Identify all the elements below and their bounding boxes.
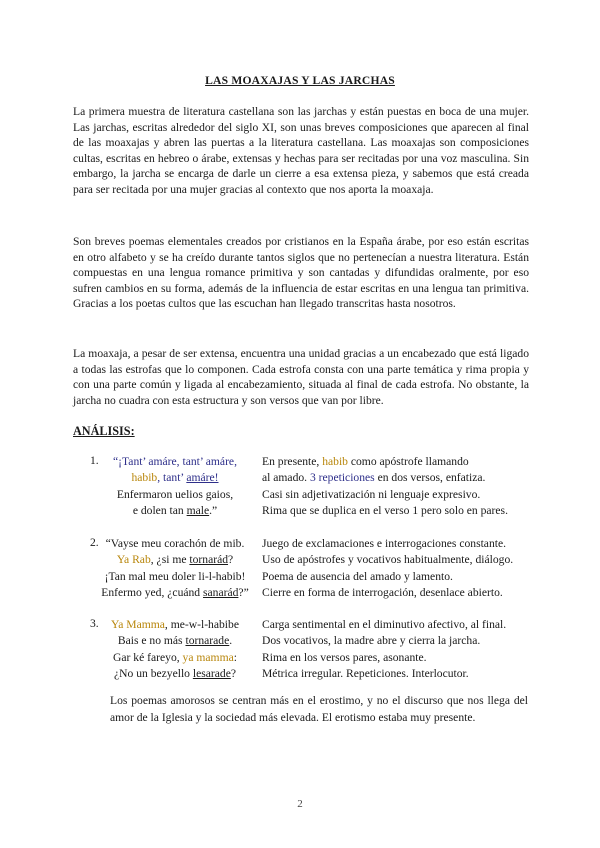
verse-segment: habib	[322, 455, 348, 468]
verse-segment: 3 repeticiones	[309, 471, 375, 485]
analysis-comment	[262, 633, 480, 649]
verse-segment: .”	[209, 504, 218, 518]
analysis-comment	[262, 617, 506, 633]
verse-segment: Cierre en forma de interrogación, desenlace abierto.	[262, 586, 503, 600]
verse-segment: Métrica irregular. Repeticiones. Interlocutor.	[262, 667, 469, 681]
analysis-comment	[262, 470, 485, 486]
jarcha-verse	[95, 633, 255, 649]
page-title: LAS MOAXAJAS Y LAS JARCHAS	[205, 74, 395, 87]
verse-segment: , tant’	[157, 471, 187, 485]
verse-segment: .	[229, 634, 233, 648]
paragraph-1: La primera muestra de literatura castellana son las jarchas y están puestas en boca de una mujer. Las jarchas, escritas alrededor del siglo XI, son unas breves composiciones que aparecen al final de las moaxajas y abren las puertas a la literatura castellana. Las moaxajas son composiciones cultas, escritas en hebreo o árabe, extensas y hechas para ser recitadas por una voz masculina. Sin embargo, la jarcha se encarga de darle un cierre a esa extensa pieza, y sabemos que está creada para ser recitada por una mujer gracias al contexto que nos aporta la moaxaja.	[73, 105, 529, 196]
analysis-comment	[262, 650, 427, 666]
verse-segment: ?	[230, 667, 236, 681]
analysis-comment	[262, 585, 503, 601]
verse-segment: Ya Mamma	[111, 618, 165, 631]
analysis-item-number: 3.	[90, 617, 99, 630]
jarcha-verse	[95, 487, 255, 503]
closing-paragraph: Los poemas amorosos se centran más en el erostimo, y no el discurso que nos llega del amor de la Iglesia y la sociedad más elevada. El erotismo estaba muy presente.	[110, 694, 528, 724]
paragraph-2: Son breves poemas elementales creados por cristianos en la España árabe, por eso están escritas en otro alfabeto y se ha creído durante tantos siglos que no pertenecían a nuestra literatura. Están compuestas en una lengua romance primitiva y son cantadas y difundidas oralmente, por eso sufren cambios en su forma, además de la influencia de estar escritas en una lengua tan primitiva. Gracias a los poetas cultos que las escuchan han llegado transcritas hasta nosotros.	[73, 235, 529, 311]
verse-segment: “Vayse meu corachón de mib.	[105, 537, 245, 550]
verse-segment: “¡Tant’ amáre, tant’ amáre,	[113, 455, 237, 468]
analysis-comment	[262, 487, 480, 503]
verse-segment: Ya Rab	[116, 553, 151, 567]
verse-segment: ¡Tan mal meu doler li-l-habib!	[104, 569, 246, 583]
analysis-comment	[262, 569, 453, 585]
analysis-comment	[262, 454, 469, 470]
analysis-comment	[262, 666, 469, 682]
verse-segment: ?	[228, 553, 234, 567]
jarcha-verse	[95, 585, 255, 601]
page-number: 2	[297, 798, 303, 810]
verse-segment: Enfermo yed, ¿cuánd	[101, 586, 204, 600]
verse-segment: ¿No un bezyello	[113, 667, 193, 681]
verse-segment: Carga sentimental en el diminutivo afectivo, al final.	[262, 618, 507, 631]
verse-segment: tornarád	[189, 553, 229, 567]
verse-segment: Dos vocativos, la madre abre y cierra la jarcha.	[262, 634, 481, 648]
verse-segment: tornarade	[185, 634, 230, 648]
verse-segment: ya mamma	[182, 650, 234, 664]
analysis-item-number: 2.	[90, 536, 99, 549]
analysis-item-number: 1.	[90, 454, 99, 467]
verse-segment: e dolen tan	[132, 504, 187, 518]
analysis-comment	[262, 552, 513, 568]
analysis-comment	[262, 503, 508, 519]
verse-segment: Uso de apóstrofes y vocativos habitualmente, diálogo.	[262, 553, 514, 567]
verse-segment: Rima que se duplica en el verso 1 pero solo en pares.	[262, 504, 508, 518]
verse-segment: al amado.	[262, 471, 310, 485]
analysis-comment	[262, 536, 506, 552]
verse-segment: Enfermaron uelios gaios,	[116, 487, 234, 501]
verse-segment: , ¿si me	[150, 553, 190, 567]
verse-segment: Casi sin adjetivatización ni lenguaje expresivo.	[262, 487, 481, 501]
verse-segment: amáre!	[186, 471, 219, 485]
jarcha-verse	[95, 552, 255, 568]
paragraph-3: La moaxaja, a pesar de ser extensa, encuentra una unidad gracias a un encabezado que está ligado a todas las estrofas que lo componen. Cada estrofa consta con una parte temática y rima propia y con una parte común y ligada al encabezamiento, situada al final de cada estrofa. No obstante, la jarcha no cuadra con esta estructura y son versos que van por libre.	[73, 347, 529, 407]
verse-segment: Bais e no más	[117, 634, 186, 648]
verse-segment: sanarád	[203, 586, 239, 600]
jarcha-verse	[95, 617, 255, 633]
verse-segment: Juego de exclamaciones e interrogaciones constante.	[262, 537, 507, 550]
jarcha-verse	[95, 470, 255, 486]
verse-segment: Rima en los versos pares, asonante.	[262, 650, 427, 664]
jarcha-verse	[95, 454, 255, 470]
verse-segment: en dos versos, enfatiza.	[374, 471, 486, 485]
analysis-heading: ANÁLISIS:	[73, 424, 135, 438]
verse-segment: como apóstrofe llamando	[347, 455, 469, 468]
verse-segment: male	[186, 504, 210, 518]
verse-segment: Poema de ausencia del amado y lamento.	[262, 569, 453, 583]
verse-segment: , me-w-l-habibe	[164, 618, 239, 631]
jarcha-verse	[95, 650, 255, 666]
jarcha-verse	[95, 536, 255, 552]
jarcha-verse	[95, 503, 255, 519]
verse-segment: ?”	[238, 586, 249, 600]
verse-segment: lesarade	[192, 667, 231, 681]
verse-segment: habib	[131, 471, 158, 485]
verse-segment: Gar ké fareyo,	[113, 650, 183, 664]
verse-segment: En presente,	[262, 455, 323, 468]
jarcha-verse	[95, 666, 255, 682]
jarcha-verse	[95, 569, 255, 585]
verse-segment: :	[233, 650, 237, 664]
